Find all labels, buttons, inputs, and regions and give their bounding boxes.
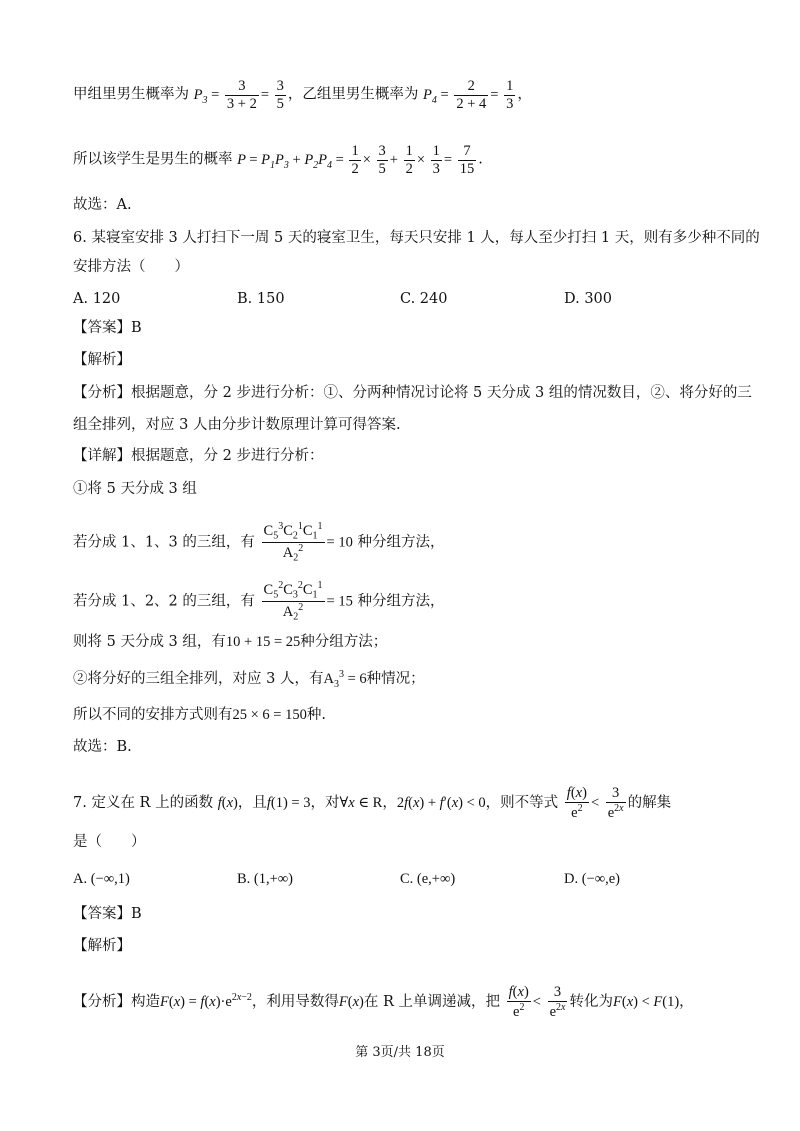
answer-6: 【答案】B — [73, 320, 142, 336]
formula-p-total: $P = P_1P_3 + P_2P_4$ = $\frac{1}{2}$ × $\frac{3}{5}$ + $\frac{1}{2}$ × $\frac{1}{3}$ = $\frac{7}{15}$ — [237, 143, 475, 177]
xiangjie-6: 【详解】根据题意，分 2 步进行分析： — [73, 448, 324, 464]
case-2-line: 若分成 1、2、2 的三组，有 $\frac{C_5^2C_3^2C_1^1}{A_2^2}$ = 15 种分组方法， — [73, 580, 445, 623]
text-line-1: 甲组里男生概率为 $P_3$ = $\frac{3}{3 + 2}$ = $\frac{3}{5}$ ，乙组里男生概率为 $P_4$ = $\frac{2}{2 + 4}$ = $\frac{1}{3}$ ， — [73, 78, 532, 112]
question-6-line-2: 安排方法（ ） — [73, 259, 189, 275]
fenxi-6-line-1: 【分析】根据题意，分 2 步进行分析：①、分两种情况讨论将 5 天分成 3 组的情况数目，②、将分好的三 — [73, 385, 752, 401]
q7-option-d: D. (−∞,e) — [564, 871, 620, 887]
analysis-label-7: 【解析】 — [73, 938, 131, 954]
text-line-2: 所以该学生是男生的概率 $P = P_1P_3 + P_2P_4$ = $\frac{1}{2}$ × $\frac{3}{5}$ + $\frac{1}{2}$ × $\frac{1}{3}$ = $\frac{7}{15}$ . — [73, 143, 483, 177]
q6-option-a: A. 120 — [73, 291, 121, 307]
q6-option-b: B. 150 — [237, 291, 285, 307]
question-6-line-1: 6. 某寝室安排 3 人打扫下一周 5 天的寝室卫生，每天只安排 1 人，每人至少打扫 1 天，则有多少种不同的 — [73, 230, 760, 246]
formula-p3: $P_3$ = $\frac{3}{3 + 2}$ = $\frac{3}{5}$ — [193, 78, 284, 112]
q7-option-c: C. (e,+∞) — [400, 871, 456, 887]
choice-statement-5: 故选：A. — [73, 197, 132, 213]
q7-option-a: A. (−∞,1) — [73, 871, 130, 887]
final-line: 所以不同的安排方式则有25 × 6 = 150种. — [73, 707, 326, 723]
q6-option-d: D. 300 — [564, 291, 613, 307]
formula-ineq-lhs: $\frac{f(x)}{e^2}$ — [566, 785, 587, 821]
formula-p4: $P_4$ = $\frac{2}{2 + 4}$ = $\frac{1}{3}$ — [423, 78, 514, 112]
formula-ineq-rhs: $\frac{3}{e^{2x}}$ — [607, 785, 624, 821]
fenxi-7-line: 【分析】构造$F(x) = f(x)\cdot e^{2x-2}$，利用导数得F(x)在 R 上单调递减，把 $\frac{f(x)}{e^2}$ < $\frac{3}{e^{2x}}$ 转化为F(x) < F(1)， — [73, 984, 694, 1020]
formula-case1: $\frac{C_5^3C_2^1C_1^1}{A_2^2}$ — [263, 521, 323, 564]
question-7-line-2: 是（ ） — [73, 834, 146, 850]
total-groups-line: 则将 5 天分成 3 组，有10 + 15 = 25种分组方法； — [73, 634, 388, 650]
fenxi-6-line-2: 组全排列，对应 3 人由分步计数原理计算可得答案. — [73, 417, 401, 433]
question-7-line-1: 7. 定义在 R 上的函数 f(x)，且f(1) = 3，对∀x ∈ R，2f(x) + f′(x) < 0，则不等式 $\frac{f(x)}{e^2}$ < $\frac{3}{e^{2x}}$ 的解集 — [73, 785, 672, 821]
page-footer: 第 3页/共 18页 — [355, 1045, 445, 1060]
q6-option-c: C. 240 — [400, 291, 448, 307]
q7-option-b: B. (1,+∞) — [237, 871, 293, 887]
choice-statement-6: 故选：B. — [73, 739, 132, 755]
answer-7: 【答案】B — [73, 906, 142, 922]
step-2-line: ②将分好的三组全排列，对应 3 人，有$A_3^3 = 6$种情况； — [73, 669, 425, 690]
case-1-line: 若分成 1、1、3 的三组，有 $\frac{C_5^3C_2^1C_1^1}{A_2^2}$ = 10 种分组方法， — [73, 521, 445, 564]
analysis-label-6: 【解析】 — [73, 352, 131, 368]
formula-case2: $\frac{C_5^2C_3^2C_1^1}{A_2^2}$ — [263, 580, 323, 623]
step-1: ①将 5 天分成 3 组 — [73, 481, 197, 497]
